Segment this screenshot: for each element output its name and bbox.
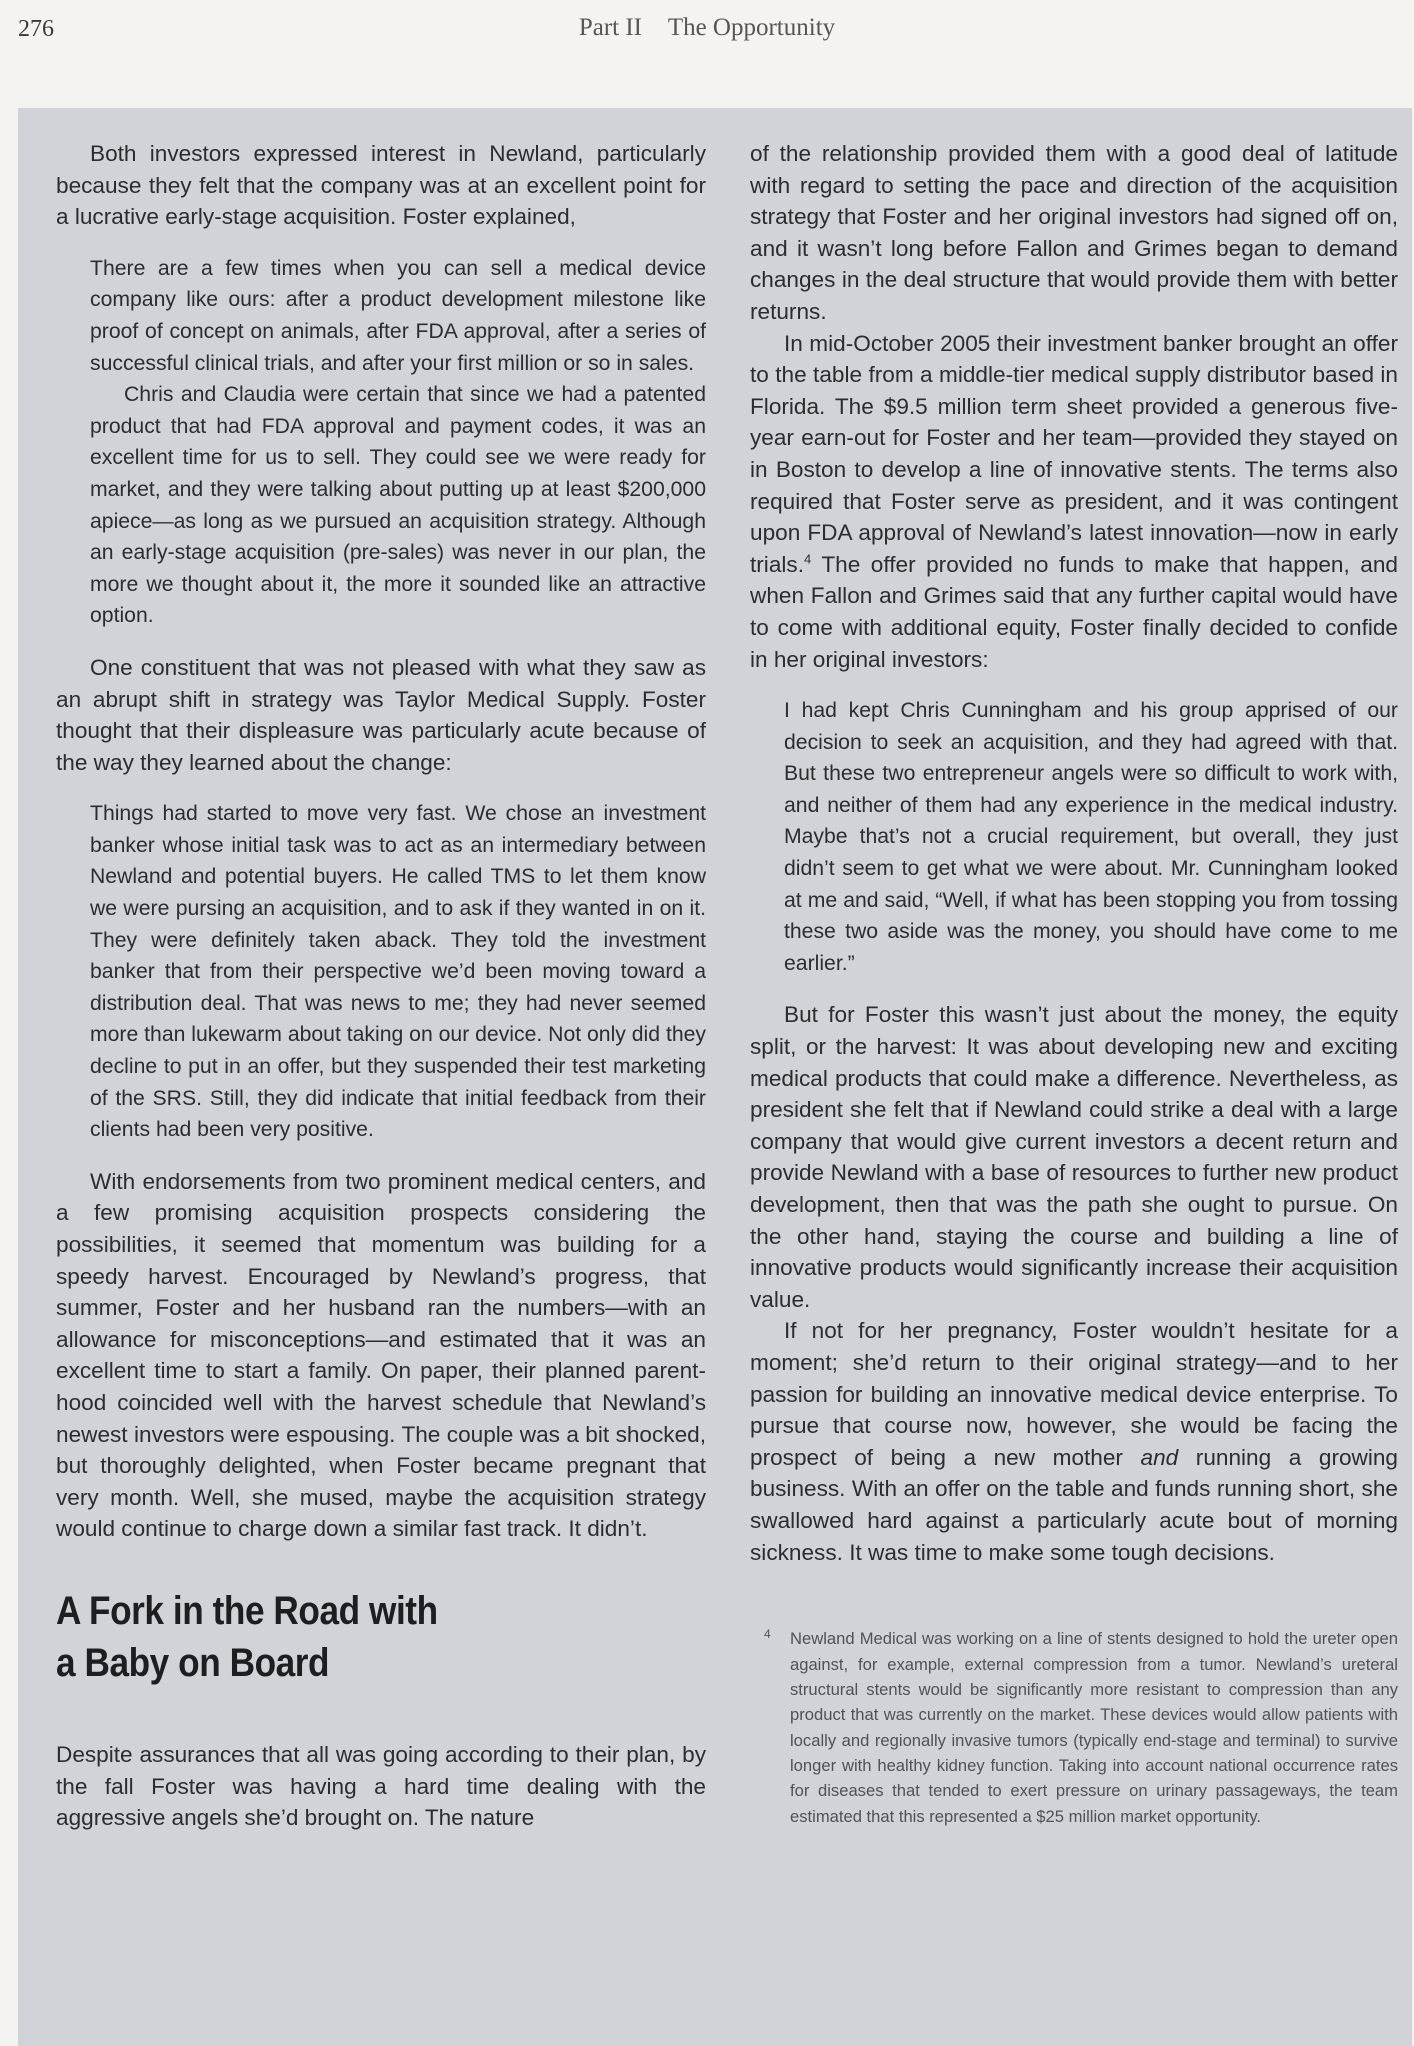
block-quote: Things had started to move very fast. We chose an investment banker whose initial task was to act as an intermediary between Newland and potential buyers. He called TMS to let them know we were pursing an acquisition, and to ask if they wanted in on it. They were definitely taken aback. They told the investment banker that from their perspective we’d been moving toward a distribution deal. That was news to me; they had never seemed more than lukewarm about taking on our device. Not only did they decline to put in an offer, but they suspended their test marketing of the SRS. Still, they did indicate that initial feedback from their clients had been very positive.	[90, 802, 706, 1142]
section-heading-line: a Baby on Board	[56, 1640, 330, 1685]
paragraph-text: The offer provided no funds to make that happen, and when Fallon and Grimes said that any further capital would have to come with additional equity, Foster finally decided to confide in her original investors:	[750, 551, 1398, 672]
section-heading	[56, 1585, 628, 1689]
paragraph	[750, 328, 1398, 676]
paragraph: Both investors expressed interest in Newland, particularly because they felt that the company was at an excellent point for a lucrative early-stage acquisition. Foster explained,	[56, 141, 706, 230]
paragraph: Despite assurances that all was going according to their plan, by the fall Foster was having a hard time dealing with the aggressive angels she’d brought on. The nature	[56, 1741, 706, 1831]
emphasis: and	[1140, 1444, 1179, 1470]
left-column	[56, 138, 706, 1834]
paragraph: of the relationship provided them with a good deal of latitude with regard to setting the pace and direction of the acquisition strategy that Foster and her original investors had signed off on, and it wasn’t long before Fallon and Grimes began to demand changes in the deal structure that would provide them with better returns.	[750, 141, 1398, 324]
case-panel	[18, 108, 1412, 2046]
running-head	[0, 14, 1414, 42]
part-title: The Opportunity	[667, 14, 836, 41]
paragraph: But for Foster this wasn’t just about the money, the equity split, or the harvest: It was about developing new and exciting medical products that could make a difference. Nevertheless, as president she felt that if Newland could strike a deal with a large company that would give current investors a decent return and provide Newland with a base of resources to further new product development, then that was the path she ought to pursue. On the other hand, staying the course and building a line of innovative products would significantly increase their acquisition value.	[750, 1002, 1398, 1312]
footnote-text: Newland Medical was working on a line of stents designed to hold the ureter open against, for example, external compression from a tumor. Newland’s ureteral structural stents would be significantly more resistant to compression than any product that was currently on the market. These devices would allow patients with locally and regionally invasive tumors (typically end-stage and terminal) to survive longer with healthy kidney function. Taking into account national occurrence rates for diseases that tended to exert pressure on urinary passageways, the team estimated that this represented a $25 million market opportunity.	[790, 1629, 1398, 1826]
right-column	[750, 138, 1398, 1829]
part-label: Part II	[578, 14, 642, 41]
paragraph	[750, 1315, 1398, 1568]
block-quote: Chris and Claudia were certain that since we had a patented product that had FDA approval and payment codes, it was an excellent time for us to sell. They could see we were ready for market, and they were talking about putting up at least $200,000 apiece—as long as we pursued an acquisition strategy. Although an early-stage acquisition (pre-sales) was never in our plan, the more we thought about it, the more it sounded like an attractive option.	[90, 383, 706, 628]
paragraph: One constituent that was not pleased with what they saw as an abrupt shift in strategy was Taylor Medical Supply. Foster thought that their displeasure was particularly acute because of the way they learned about the change:	[56, 654, 706, 775]
page-number: 276	[18, 16, 54, 42]
block-quote: I had kept Chris Cunningham and his group apprised of our decision to seek an acquisition, and they had agreed with that. But these two entrepreneur angels were so difficult to work with, and neither of them had any experience in the medical industry. Maybe that’s not a crucial requirement, but overall, they just didn’t seem to get what we were about. Mr. Cunningham looked at me and said, “Well, if what has been stopping you from tossing these two aside was the money, you should have come to me earlier.”	[784, 699, 1398, 975]
paragraph-text: In mid-October 2005 their investment banker brought an offer to the table from a middle-tier medical supply distributor based in Florida. The $9.5 million term sheet provided a generous five-year earn-out for Foster and her team—provided they stayed on in Boston to develop a line of innovative stents. The terms also required that Foster serve as president, and it was contingent upon FDA approval of Newland’s latest innovation—now in early trials.	[750, 330, 1398, 577]
paragraph-text: running a growing business. With an offer on the table and funds running short, she swallowed hard against a particularly acute bout of morning sickness. It was time to make some tough decisions.	[750, 1444, 1398, 1565]
footnote-number: 4	[764, 1626, 771, 1641]
paragraph-text: If not for her pregnancy, Foster wouldn’t hesitate for a moment; she’d return to their original strategy—and to her passion for building an innovative medical device enterprise. To pursue that course now, however, she would be facing the prospect of being a new mother	[750, 1318, 1398, 1470]
footnote-marker: 4	[803, 551, 812, 567]
section-heading-line: A Fork in the Road with	[56, 1588, 438, 1633]
footnote	[750, 1626, 1398, 1829]
block-quote: There are a few times when you can sell a medical device company like ours: after a product development milestone like proof of concept on animals, after FDA approval, after a series of successful clinical trials, and after your first million or so in sales.	[90, 256, 706, 375]
paragraph: With endorsements from two prominent medical centers, and a few promising acquisition prospects considering the possibilities, it seemed that momentum was building for a speedy harvest. Encouraged by Newland’s progress, that summer, Foster and her husband ran the numbers—with an allowance for misconceptions—and estimated that it was an excellent time to start a family. On paper, their planned parenthood coincided well with the harvest schedule that Newland’s newest investors were espousing. The couple was a bit shocked, but thoroughly delighted, when Foster became pregnant that very month. Well, she mused, maybe the acquisition strategy would continue to charge down a similar fast track. It didn’t.	[56, 1168, 706, 1542]
